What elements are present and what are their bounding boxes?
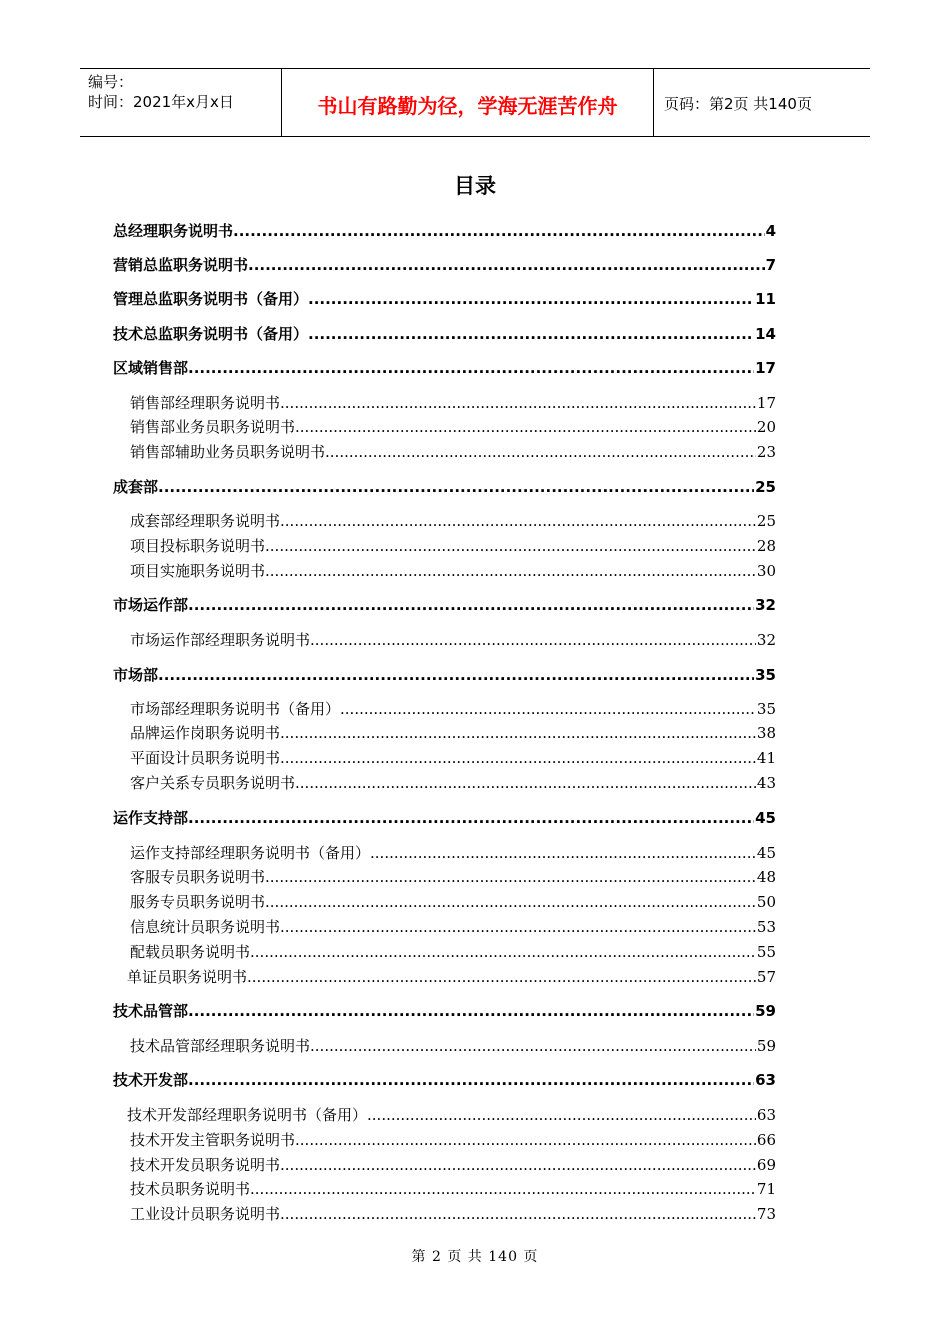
toc-section-entry[interactable] xyxy=(113,220,776,242)
toc-dot-leader xyxy=(158,476,754,498)
toc-page-number: 4 xyxy=(765,222,776,240)
toc-page-number: 28 xyxy=(756,537,776,555)
toc-page-number: 43 xyxy=(756,774,776,792)
toc-subentry[interactable] xyxy=(130,698,776,720)
toc-entry-title: 市场运作部经理职务说明书 xyxy=(130,631,311,649)
toc-entry-title: 项目实施职务说明书 xyxy=(130,562,266,580)
toc-dot-leader xyxy=(233,220,765,242)
toc-dot-leader xyxy=(280,510,756,532)
toc-subentry[interactable] xyxy=(130,629,776,651)
toc-dot-leader xyxy=(295,416,756,438)
toc-subentry[interactable] xyxy=(130,510,776,532)
toc-entry-title: 营销总监职务说明书 xyxy=(113,256,249,274)
toc-entry-title: 销售部辅助业务员职务说明书 xyxy=(130,443,326,461)
toc-entry-title: 服务专员职务说明书 xyxy=(130,893,266,911)
toc-subentry[interactable] xyxy=(130,722,776,744)
toc-subentry[interactable] xyxy=(130,916,776,938)
toc-page-number: 41 xyxy=(756,749,776,767)
document-time-label: 时间：2021年x月x日 xyxy=(88,93,234,111)
toc-dot-leader xyxy=(247,966,756,988)
toc-section-entry[interactable] xyxy=(113,476,776,498)
toc-page-number: 20 xyxy=(756,418,776,436)
toc-dot-leader xyxy=(310,1035,756,1057)
toc-section-entry[interactable] xyxy=(113,1069,776,1091)
toc-page-number: 30 xyxy=(756,562,776,580)
toc-entry-title: 平面设计员职务说明书 xyxy=(130,749,281,767)
toc-dot-leader xyxy=(308,323,754,345)
toc-entry-title: 技术总监职务说明书（备用） xyxy=(113,325,309,343)
toc-dot-leader xyxy=(367,1104,756,1126)
toc-subentry[interactable] xyxy=(130,392,776,414)
header-page-info: 页码：第2页 共140页 xyxy=(664,95,812,113)
toc-page-number: 66 xyxy=(756,1131,776,1149)
toc-entry-title: 总经理职务说明书 xyxy=(113,222,234,240)
toc-page-number: 35 xyxy=(755,666,776,684)
toc-dot-leader xyxy=(325,441,756,463)
toc-entry-title: 区域销售部 xyxy=(113,359,189,377)
toc-dot-leader xyxy=(250,1178,756,1200)
toc-section-entry[interactable] xyxy=(113,1000,776,1022)
toc-dot-leader xyxy=(280,1203,756,1225)
toc-page-number: 63 xyxy=(756,1106,776,1124)
toc-entry-title: 成套部 xyxy=(113,478,159,496)
header-motto: 书山有路勤为径，学海无涯苦作舟 xyxy=(282,69,654,136)
toc-entry-title: 市场部 xyxy=(113,666,159,684)
toc-subentry[interactable] xyxy=(130,747,776,769)
toc-subentry[interactable] xyxy=(130,772,776,794)
toc-dot-leader xyxy=(308,288,754,310)
toc-title: 目录 xyxy=(454,174,496,198)
toc-dot-leader xyxy=(265,891,756,913)
toc-entry-title: 运作支持部经理职务说明书（备用） xyxy=(130,844,371,862)
toc-page-number: 17 xyxy=(756,394,776,412)
toc-page-number: 57 xyxy=(756,968,776,986)
toc-section-entry[interactable] xyxy=(113,664,776,686)
toc-dot-leader xyxy=(280,916,756,938)
toc-page-number: 23 xyxy=(756,443,776,461)
toc-entry-title: 技术开发员职务说明书 xyxy=(130,1156,281,1174)
toc-subentry[interactable] xyxy=(130,866,776,888)
page-footer: 第 2 页 共 140 页 xyxy=(411,1249,539,1265)
toc-entry-title: 成套部经理职务说明书 xyxy=(130,512,281,530)
toc-dot-leader xyxy=(188,357,754,379)
toc-entry-title: 销售部业务员职务说明书 xyxy=(130,418,296,436)
toc-dot-leader xyxy=(188,1069,754,1091)
toc-page-number: 63 xyxy=(755,1071,776,1089)
toc-dot-leader xyxy=(188,594,754,616)
toc-page-number: 69 xyxy=(756,1156,776,1174)
toc-page-number: 25 xyxy=(756,512,776,530)
toc-dot-leader xyxy=(280,392,756,414)
toc-entry-title: 技术开发部 xyxy=(113,1071,189,1089)
toc-entry-title: 技术开发部经理职务说明书（备用） xyxy=(127,1106,368,1124)
toc-entry-title: 配载员职务说明书 xyxy=(130,943,251,961)
toc-dot-leader xyxy=(340,698,756,720)
toc-dot-leader xyxy=(280,747,756,769)
toc-entry-title: 市场部经理职务说明书（备用） xyxy=(130,700,341,718)
header-meta xyxy=(80,69,282,136)
toc-subentry[interactable] xyxy=(130,842,776,864)
toc-dot-leader xyxy=(280,722,756,744)
toc-entry-title: 单证员职务说明书 xyxy=(127,968,248,986)
toc-page-number: 55 xyxy=(756,943,776,961)
toc-page-number: 32 xyxy=(756,631,776,649)
toc-page-number: 38 xyxy=(756,724,776,742)
toc-page-number: 7 xyxy=(765,256,776,274)
toc-subentry[interactable] xyxy=(130,441,776,463)
toc-subentry[interactable] xyxy=(127,1104,776,1126)
toc-dot-leader xyxy=(265,535,756,557)
toc-subentry[interactable] xyxy=(130,416,776,438)
toc-entry-title: 技术品管部经理职务说明书 xyxy=(130,1037,311,1055)
toc-page-number: 17 xyxy=(755,359,776,377)
toc-entry-title: 运作支持部 xyxy=(113,809,189,827)
toc-page-number: 25 xyxy=(755,478,776,496)
toc-section-entry[interactable] xyxy=(113,594,776,616)
document-number-label: 编号： xyxy=(88,73,134,91)
toc-page-number: 71 xyxy=(756,1180,776,1198)
toc-dot-leader xyxy=(188,807,754,829)
toc-subentry[interactable] xyxy=(130,535,776,557)
toc-entry-title: 品牌运作岗职务说明书 xyxy=(130,724,281,742)
toc-subentry[interactable] xyxy=(130,941,776,963)
toc-entry-title: 信息统计员职务说明书 xyxy=(130,918,281,936)
toc-subentry[interactable] xyxy=(130,1154,776,1176)
toc-dot-leader xyxy=(265,866,756,888)
toc-dot-leader xyxy=(295,1129,756,1151)
toc-page-number: 53 xyxy=(756,918,776,936)
toc-dot-leader xyxy=(310,629,756,651)
toc-dot-leader xyxy=(248,254,765,276)
toc-entry-title: 管理总监职务说明书（备用） xyxy=(113,290,309,308)
toc-dot-leader xyxy=(250,941,756,963)
toc-entry-title: 技术员职务说明书 xyxy=(130,1180,251,1198)
toc-section-entry[interactable] xyxy=(113,254,776,276)
toc-page-number: 11 xyxy=(755,290,776,308)
toc-entry-title: 项目投标职务说明书 xyxy=(130,537,266,555)
toc-section-entry[interactable] xyxy=(113,807,776,829)
toc-entry-title: 技术品管部 xyxy=(113,1002,189,1020)
toc-page-number: 35 xyxy=(756,700,776,718)
toc-entry-title: 销售部经理职务说明书 xyxy=(130,394,281,412)
toc-entry-title: 市场运作部 xyxy=(113,596,189,614)
toc-entry-title: 工业设计员职务说明书 xyxy=(130,1205,281,1223)
toc-dot-leader xyxy=(188,1000,754,1022)
toc-subentry[interactable] xyxy=(130,1178,776,1200)
toc-page-number: 50 xyxy=(756,893,776,911)
toc-page-number: 45 xyxy=(756,844,776,862)
toc-page-number: 14 xyxy=(755,325,776,343)
toc-subentry[interactable] xyxy=(130,1203,776,1225)
toc-entry-title: 客户关系专员职务说明书 xyxy=(130,774,296,792)
toc-subentry[interactable] xyxy=(130,891,776,913)
toc-dot-leader xyxy=(265,560,756,582)
toc-entry-title: 技术开发主管职务说明书 xyxy=(130,1131,296,1149)
toc-subentry[interactable] xyxy=(130,1035,776,1057)
toc-dot-leader xyxy=(295,772,756,794)
toc-page-number: 32 xyxy=(755,596,776,614)
toc-page-number: 59 xyxy=(756,1037,776,1055)
toc-section-entry[interactable] xyxy=(113,357,776,379)
toc-section-entry[interactable] xyxy=(113,323,776,345)
toc-entry-title: 客服专员职务说明书 xyxy=(130,868,266,886)
toc-section-entry[interactable] xyxy=(113,288,776,310)
toc-page-number: 45 xyxy=(755,809,776,827)
toc-dot-leader xyxy=(280,1154,756,1176)
toc-page-number: 59 xyxy=(755,1002,776,1020)
toc-page-number: 48 xyxy=(756,868,776,886)
toc-page-number: 73 xyxy=(756,1205,776,1223)
toc-subentry[interactable] xyxy=(130,560,776,582)
toc-subentry[interactable] xyxy=(127,966,776,988)
toc-dot-leader xyxy=(370,842,756,864)
toc-subentry[interactable] xyxy=(130,1129,776,1151)
page-header xyxy=(80,68,870,137)
toc-dot-leader xyxy=(158,664,754,686)
